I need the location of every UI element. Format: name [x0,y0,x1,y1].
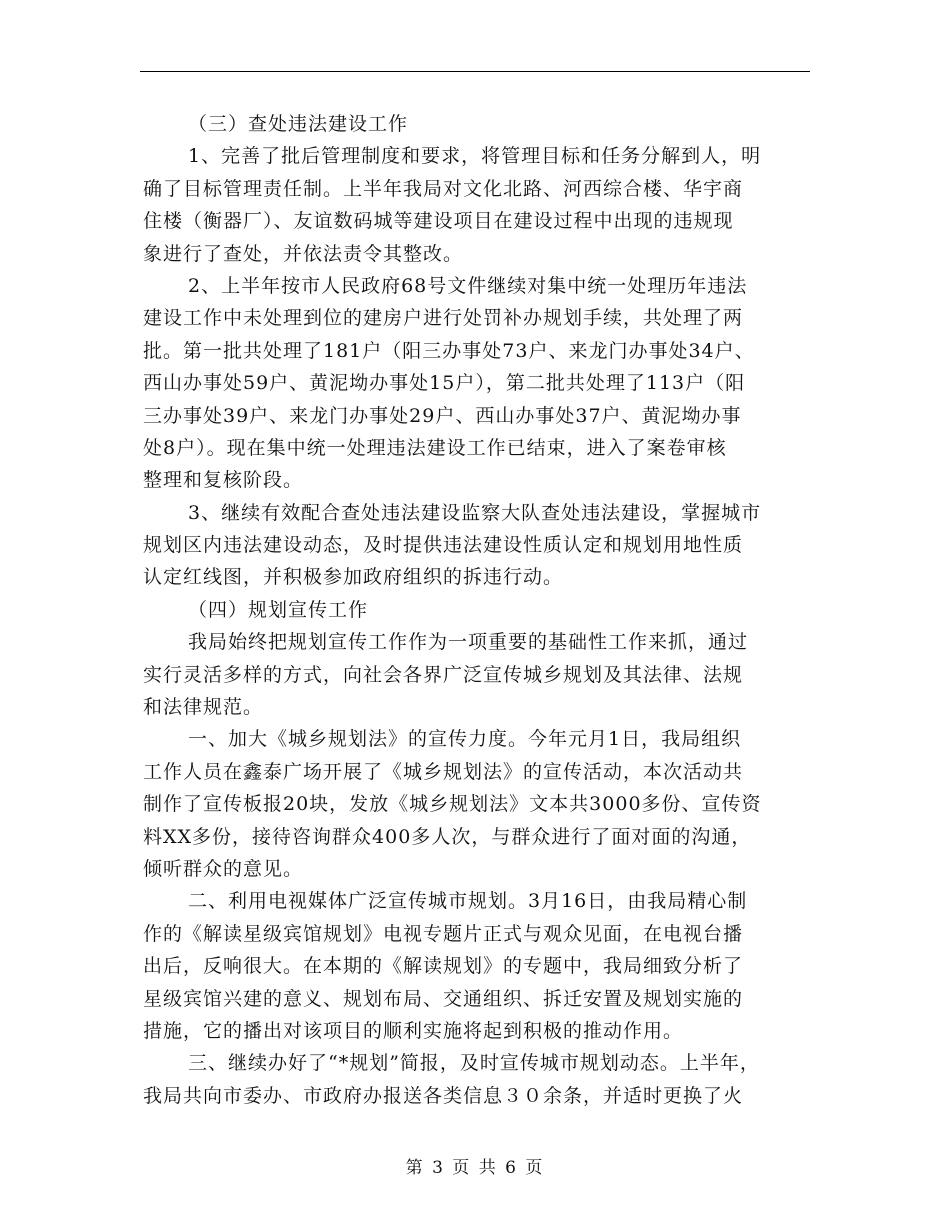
text-line: 和法律规范。 [143,696,264,719]
text-line: 规划区内违法建设动态，及时提供违法建设性质认定和规划用地性质 [143,534,744,557]
page-number-label: 第 3 页 共 6 页 [405,1158,545,1178]
text-line: 住楼（衡器厂）、友谊数码城等建设项目在建设过程中出现的违规现 [143,210,734,233]
text-line: 二、利用电视媒体广泛宣传城市规划。3月16日，由我局精心制 [188,890,748,913]
text-line: 2、上半年按市人民政府68号文件继续对集中统一处理历年违法 [188,274,748,297]
text-line: 西山办事处59户、黄泥坳办事处15户），第二批共处理了113户（阳 [143,372,746,395]
text-line: 倾听群众的意见。 [143,857,304,880]
text-line: 一、加大《城乡规划法》的宣传力度。今年元月1日，我局组织 [188,728,742,751]
text-line: 批。第一批共处理了181户（阳三办事处73户、来龙门办事处34户、 [143,339,755,362]
text-line: 象进行了查处，并依法责令其整改。 [143,242,464,265]
text-line: 出后，反响很大。在本期的《解读规划》的专题中，我局细致分析了 [143,955,744,978]
text-line: 三办事处39户、来龙门办事处29户、西山办事处37户、黄泥坳办事 [143,404,742,427]
text-line: 确了目标管理责任制。上半年我局对文化北路、河西综合楼、华宇商 [143,177,744,200]
text-line: 三、继续办好了“*规划”简报，及时宣传城市规划动态。上半年， [188,1052,760,1075]
text-line: 工作人员在鑫泰广场开展了《城乡规划法》的宣传活动，本次活动共 [143,760,744,783]
text-line: 实行灵活多样的方式，向社会各界广泛宣传城乡规划及其法律、法规 [143,663,744,686]
text-line: 1、完善了批后管理制度和要求，将管理目标和任务分解到人，明 [188,145,762,168]
text-line: （三）查处违法建设工作 [188,113,409,135]
text-line: 措施，它的播出对该项目的顺利实施将起到积极的推动作用。 [143,1019,684,1042]
text-line: （四）规划宣传工作 [188,598,369,621]
page-footer [0,1153,950,1178]
text-line: 作的《解读星级宾馆规划》电视专题片正式与观众见面，在电视台播 [143,922,744,945]
text-line: 3、继续有效配合查处违法建设监察大队查处违法建设，掌握城市 [188,501,762,524]
text-line: 我局始终把规划宣传工作作为一项重要的基础性工作来抓，通过 [188,631,749,654]
text-line: 认定红线图，并积极参加政府组织的拆违行动。 [143,566,564,589]
text-line: 制作了宣传板报20块，发放《城乡规划法》文本共3000多份、宣传资 [143,793,762,816]
text-line: 建设工作中未处理到位的建房户进行处罚补办规划手续，共处理了两 [143,307,744,330]
text-line: 我局共向市委办、市政府办报送各类信息３０余条，并适时更换了火 [143,1084,744,1107]
document-body [143,108,815,1112]
header-rule [140,71,810,72]
text-line: 整理和复核阶段。 [143,469,304,492]
text-line: 星级宾馆兴建的意义、规划布局、交通组织、拆迁安置及规划实施的 [143,987,744,1010]
text-line: 料XX多份，接待咨询群众400多人次，与群众进行了面对面的沟通， [143,825,752,848]
text-line: 处8户）。现在集中统一处理违法建设工作已结束，进入了案卷审核 [143,436,727,459]
